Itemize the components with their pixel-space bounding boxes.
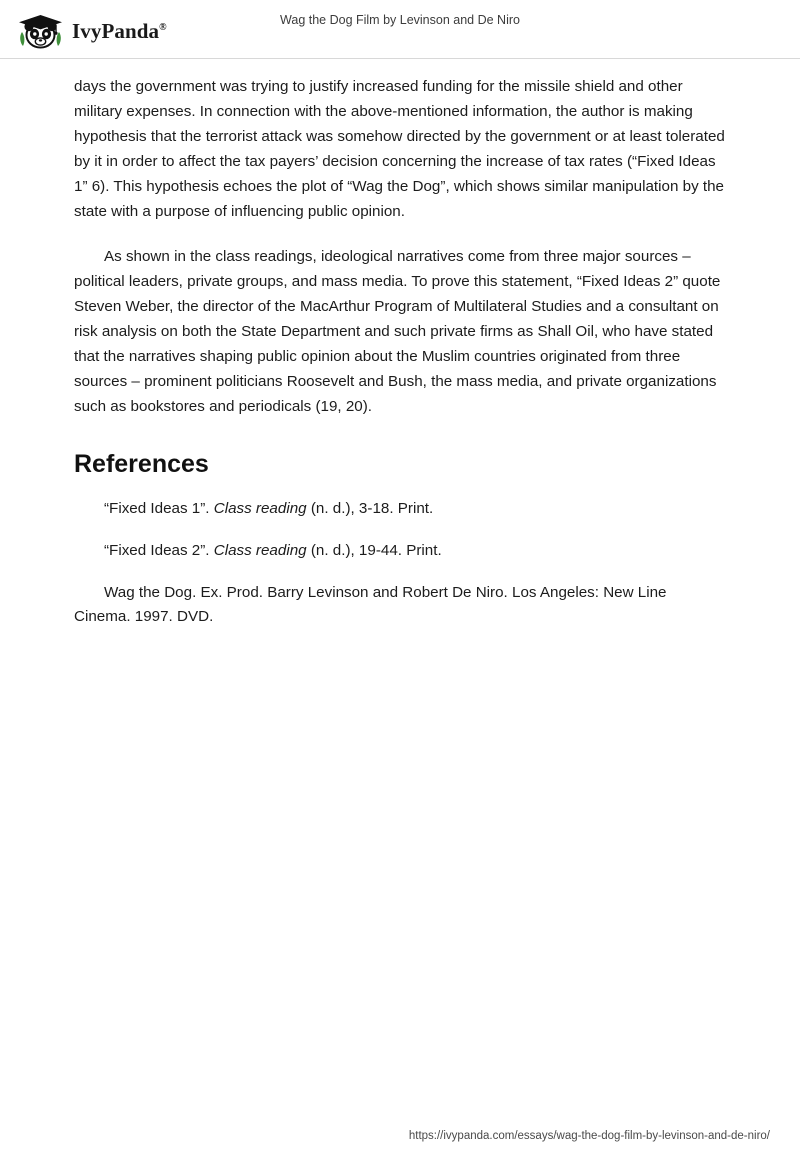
reference-item-3 bbox=[74, 581, 726, 629]
reference-2-italic: Class reading bbox=[213, 542, 307, 559]
header-divider bbox=[0, 58, 800, 59]
registered-mark: ® bbox=[159, 21, 167, 33]
reference-1-post: (n. d.), 3-18. Print. bbox=[306, 500, 434, 517]
reference-item-2 bbox=[74, 539, 726, 563]
references-heading: References bbox=[74, 450, 209, 478]
paragraph-2: As shown in the class readings, ideological narratives come from three major sources – political leaders, private groups, and mass media. To prove this statement, “Fixed Ideas 2” quote Steven Weber, the director of the MacArthur Program of Multilateral Studies and a consultant on risk analysis on both the State Department and such private firms as Shall Oil, who have stated that the narratives shaping public opinion about the Muslim countries originated from three sources – prominent politicians Roosevelt and Bush, the mass media, and private organizations such as bookstores and periodicals (19, 20). bbox=[74, 248, 721, 415]
reference-2-pre: “Fixed Ideas 2”. bbox=[104, 542, 214, 559]
source-url-link[interactable]: https://ivypanda.com/essays/wag-the-dog-film-by-levinson-and-de-niro/ bbox=[408, 1130, 770, 1142]
reference-2-post: (n. d.), 19-44. Print. bbox=[306, 542, 442, 559]
reference-3-pre: Wag the Dog. Ex. Prod. Barry Levinson and Robert De Niro. Los Angeles: New Line Cinema. 1997. DVD. bbox=[74, 584, 667, 625]
brand-name-text: IvyPanda bbox=[72, 18, 160, 43]
paragraph-1: days the government was trying to justify increased funding for the missile shield and other military expenses. In connection with the above-mentioned information, the author is making hypothesis that the terrorist attack was somehow directed by the government or at least tolerated by it in order to affect the tax payers’ decision concerning the increase of tax rates (“Fixed Ideas 1” 6). This hypothesis echoes the plot of “Wag the Dog”, which shows similar manipulation by the state with a purpose of influencing public opinion. bbox=[74, 78, 725, 220]
page-header bbox=[0, 0, 800, 58]
document-body bbox=[74, 74, 726, 647]
reference-item-1 bbox=[74, 497, 726, 521]
reference-1-pre: “Fixed Ideas 1”. bbox=[104, 500, 214, 517]
document-title: Wag the Dog Film by Levinson and De Niro bbox=[280, 13, 520, 27]
reference-1-italic: Class reading bbox=[213, 500, 307, 517]
